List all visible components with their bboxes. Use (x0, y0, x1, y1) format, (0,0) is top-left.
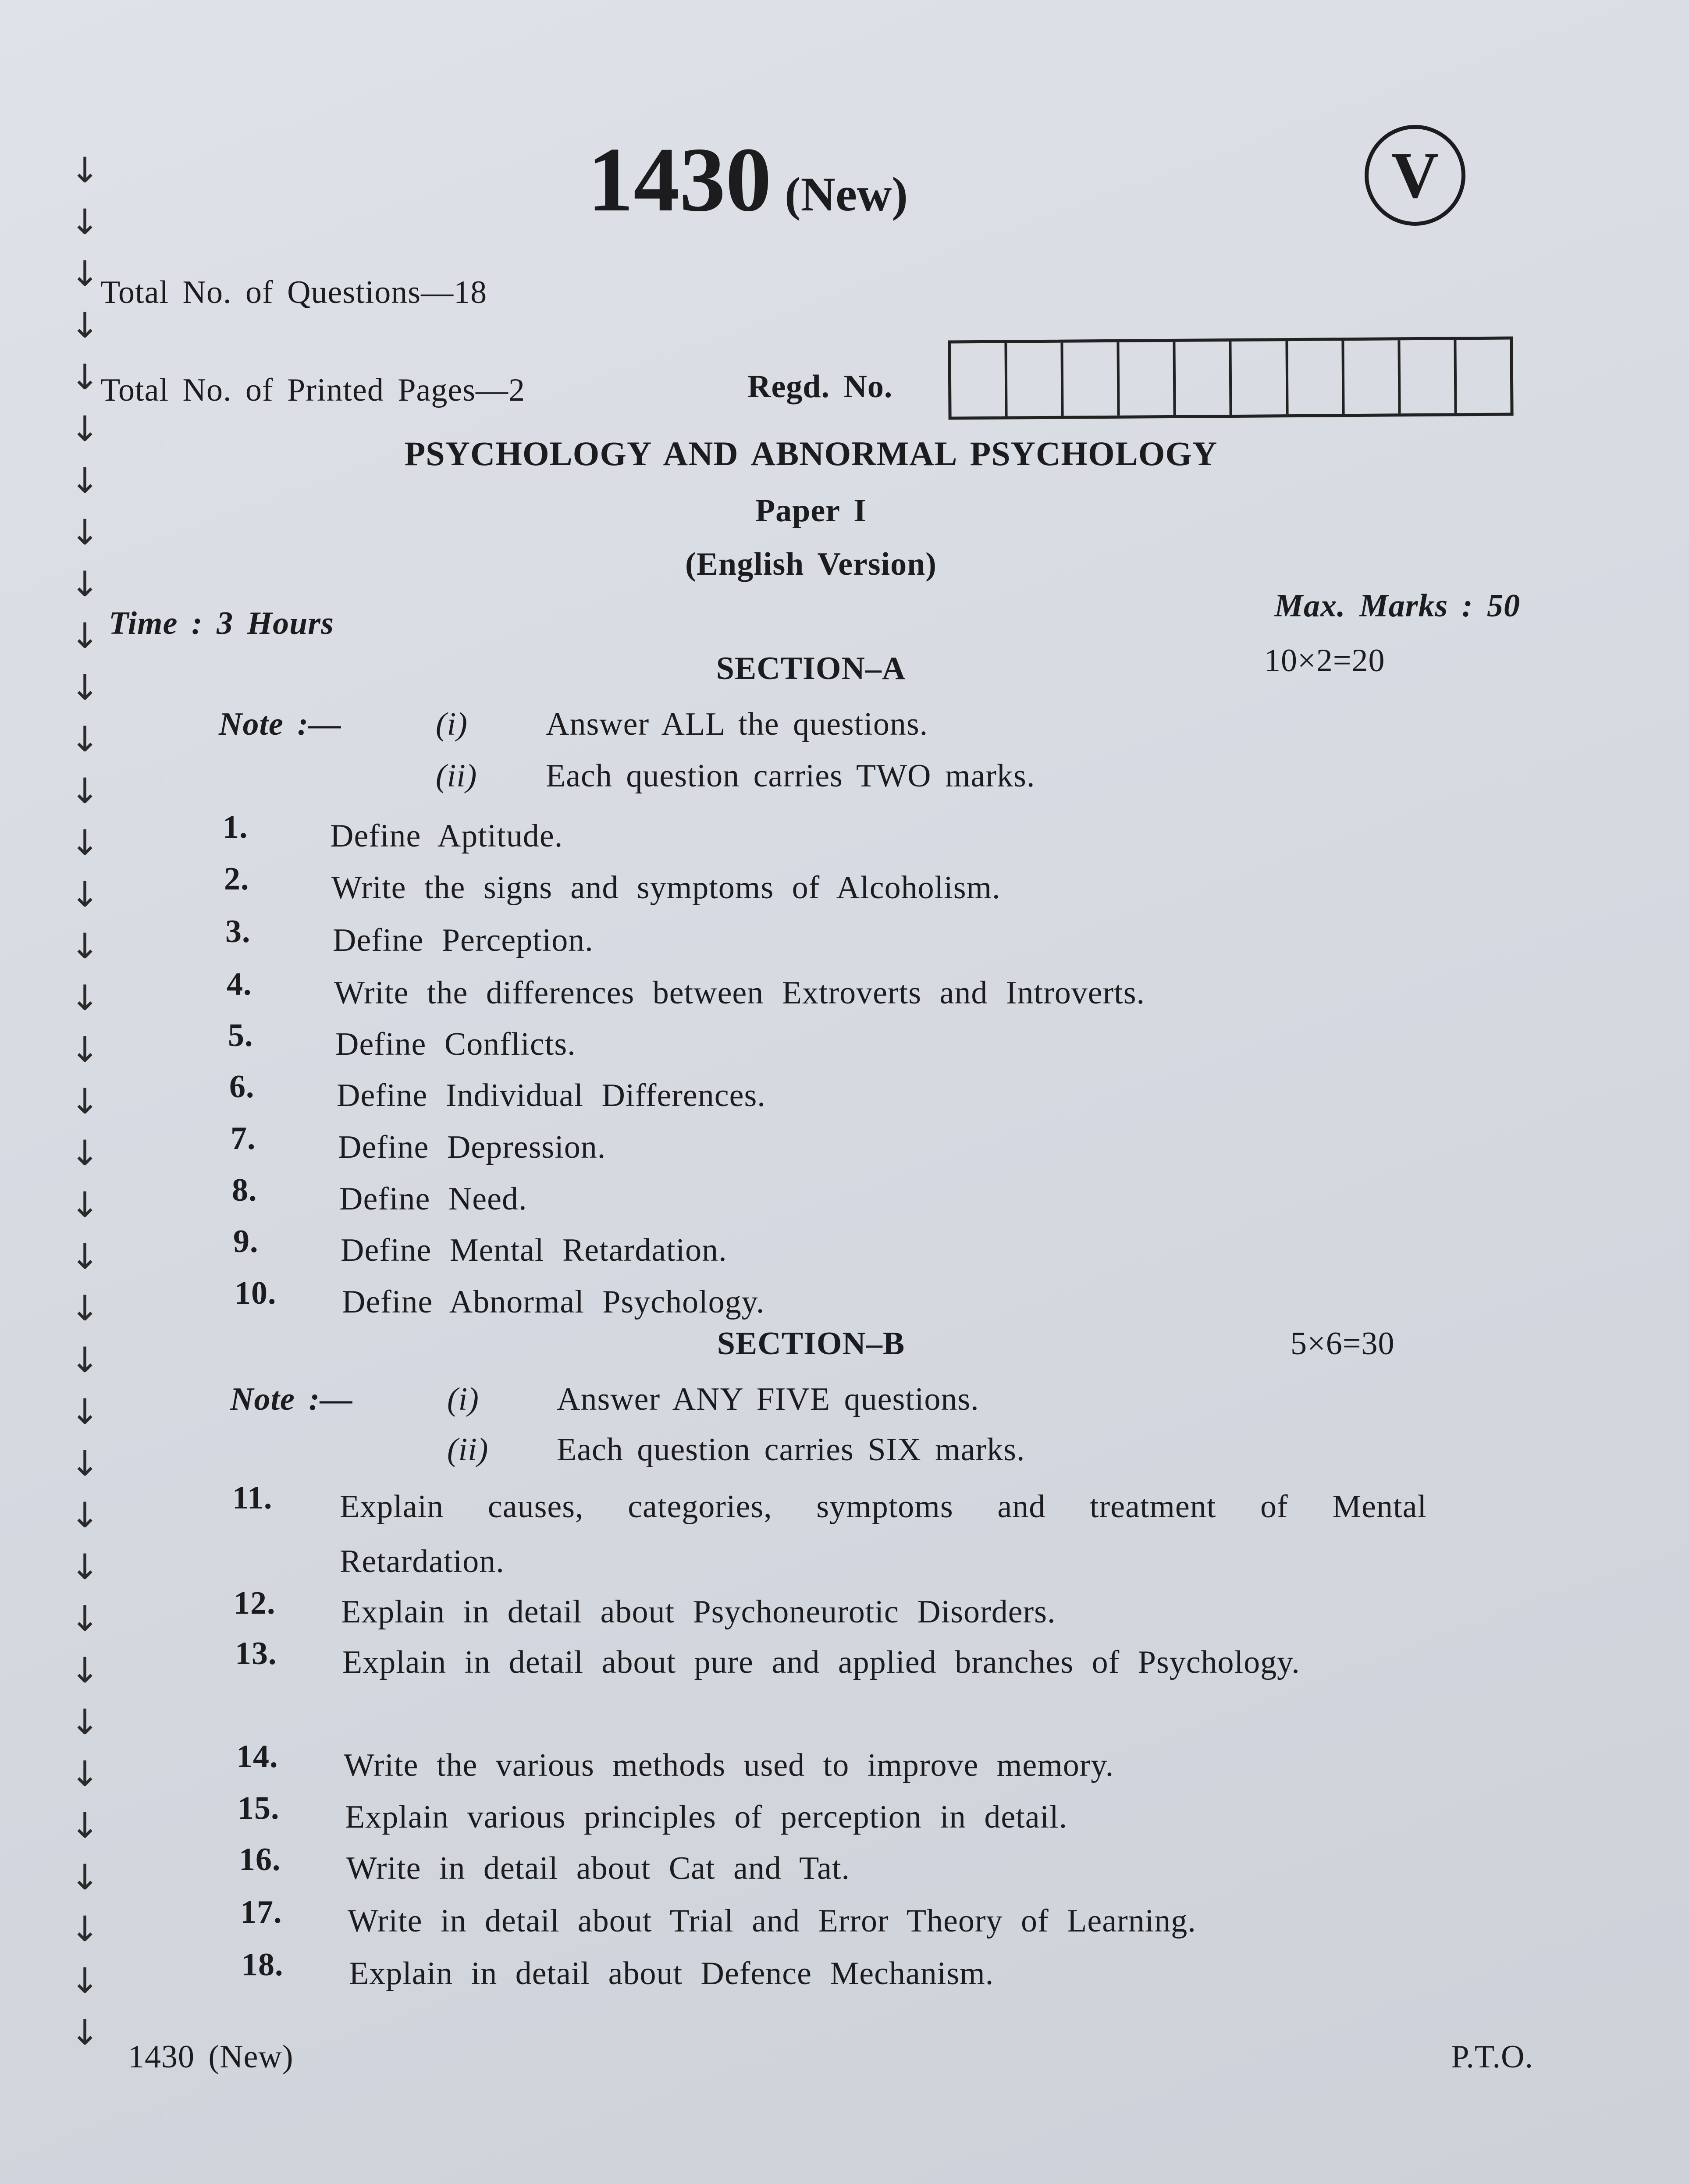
margin-arrow-icon: ↓ (70, 1236, 100, 1277)
max-marks: Max. Marks : 50 (1274, 588, 1520, 624)
question-text: Write the signs and symptoms of Alcoholism. (331, 870, 1001, 906)
regd-box[interactable] (1120, 342, 1176, 416)
margin-arrow-icon: ↓ (70, 150, 100, 191)
margin-arrow-icon: ↓ (70, 1391, 100, 1432)
section-a-marks: 10×2=20 (1264, 643, 1385, 679)
question-text: Define Mental Retardation. (341, 1232, 727, 1268)
question-text: Define Depression. (338, 1129, 606, 1165)
question-number: 17. (240, 1894, 282, 1930)
question-number: 7. (231, 1120, 256, 1156)
question-number: 13. (235, 1636, 277, 1672)
question-text: Define Abnormal Psychology. (342, 1284, 765, 1320)
margin-arrow-icon: ↓ (70, 1805, 100, 1846)
margin-arrow-icon: ↓ (70, 1598, 100, 1639)
question-text: Write the differences between Extroverts and Introverts. (334, 975, 1145, 1011)
margin-arrow-icon: ↓ (70, 771, 100, 811)
paper-code-suffix: (New) (785, 167, 908, 221)
question-number: 5. (228, 1017, 253, 1053)
note-text: Answer ALL the questions. (546, 706, 928, 742)
section-b-note-label: Note :— (230, 1381, 353, 1417)
question-number: 8. (232, 1172, 257, 1208)
margin-arrow-icon: ↓ (70, 1288, 100, 1329)
exam-time: Time : 3 Hours (109, 605, 334, 641)
question-text: Explain causes, categories, symptoms and treatment of Mental Retardation. (340, 1489, 1427, 1579)
regd-box[interactable] (1063, 342, 1120, 416)
note-num: (ii) (447, 1432, 489, 1468)
regd-box[interactable] (1232, 341, 1288, 415)
margin-arrow-icon: ↓ (70, 1547, 100, 1587)
margin-arrow-icon: ↓ (70, 1184, 100, 1225)
question-text: Write in detail about Trial and Error Theory of Learning. (348, 1903, 1196, 1939)
version-mark-letter: V (1391, 139, 1439, 212)
note-text: Each question carries SIX marks. (557, 1432, 1025, 1468)
section-b-title: SECTION–B (717, 1326, 905, 1362)
question-text: Define Conflicts. (335, 1026, 576, 1062)
regd-box[interactable] (1288, 341, 1344, 414)
regd-box[interactable] (1344, 340, 1401, 414)
question-text: Explain in detail about Psychoneurotic Disorders. (341, 1594, 1056, 1630)
total-pages: Total No. of Printed Pages—2 (100, 372, 525, 408)
regd-box[interactable] (1176, 341, 1232, 415)
margin-arrow-icon: ↓ (70, 1081, 100, 1122)
question-text: Explain in detail about pure and applied branches of Psychology. (342, 1644, 1300, 1680)
regd-no-label: Regd. No. (747, 369, 893, 405)
margin-arrow-icon: ↓ (70, 1133, 100, 1174)
margin-arrow-icon: ↓ (70, 719, 100, 760)
margin-arrow-icon: ↓ (70, 1650, 100, 1691)
margin-arrow-icon: ↓ (70, 1960, 100, 2001)
note-text: Answer ANY FIVE questions. (557, 1381, 979, 1417)
footer-pto: P.T.O. (1451, 2039, 1533, 2075)
margin-arrow-icon: ↓ (70, 512, 100, 553)
question-number: 1. (223, 809, 248, 845)
margin-arrow-icon: ↓ (70, 305, 100, 346)
note-num: (ii) (436, 758, 477, 794)
margin-arrow-icon: ↓ (70, 409, 100, 449)
version-mark-circle (1365, 125, 1465, 226)
margin-arrow-icon: ↓ (70, 1029, 100, 1070)
note-text: Each question carries TWO marks. (546, 758, 1035, 794)
margin-arrow-icon: ↓ (70, 1340, 100, 1380)
margin-arrow-icon: ↓ (70, 357, 100, 398)
regd-box[interactable] (1007, 343, 1064, 416)
margin-arrow-icon: ↓ (70, 2012, 100, 2053)
margin-arrow-icon: ↓ (70, 822, 100, 863)
margin-arrow-icon: ↓ (70, 564, 100, 605)
margin-arrow-icon: ↓ (70, 1495, 100, 1536)
subject-title: PSYCHOLOGY AND ABNORMAL PSYCHOLOGY (404, 434, 1218, 473)
question-number: 16. (239, 1842, 281, 1878)
question-number: 10. (235, 1275, 277, 1311)
regd-box[interactable] (951, 343, 1007, 417)
question-number: 6. (229, 1069, 255, 1105)
section-a-title: SECTION–A (716, 651, 906, 687)
question-text: Define Individual Differences. (337, 1078, 766, 1113)
paper-number: Paper I (755, 493, 867, 529)
question-number: 18. (242, 1947, 284, 1983)
question-number: 3. (225, 914, 251, 950)
margin-arrow-icon: ↓ (70, 253, 100, 294)
question-number: 2. (224, 861, 249, 897)
section-a-note-label: Note :— (219, 706, 341, 742)
margin-arrow-icon: ↓ (70, 874, 100, 915)
question-text: Write the various methods used to improve memory. (344, 1747, 1114, 1783)
question-text: Explain in detail about Defence Mechanism. (349, 1956, 994, 1992)
margin-arrow-icon: ↓ (70, 460, 100, 501)
total-questions: Total No. of Questions—18 (100, 274, 487, 310)
margin-arrow-icon: ↓ (70, 1443, 100, 1484)
footer-code: 1430 (New) (128, 2039, 294, 2075)
margin-arrows (70, 145, 105, 2059)
margin-arrow-icon: ↓ (70, 667, 100, 708)
margin-arrow-icon: ↓ (70, 978, 100, 1018)
section-b-marks: 5×6=30 (1291, 1326, 1395, 1362)
margin-arrow-icon: ↓ (70, 615, 100, 656)
note-num: (i) (436, 706, 468, 742)
margin-arrow-icon: ↓ (70, 202, 100, 242)
margin-arrow-icon: ↓ (70, 1702, 100, 1743)
margin-arrow-icon: ↓ (70, 926, 100, 967)
question-number: 15. (238, 1790, 280, 1826)
language-version: (English Version) (685, 546, 937, 582)
question-number: 14. (236, 1739, 278, 1775)
question-text: Define Aptitude. (330, 818, 563, 854)
paper-code-number: 1430 (587, 129, 772, 231)
regd-box[interactable] (1400, 340, 1457, 413)
note-num: (i) (447, 1381, 479, 1417)
regd-box[interactable] (1456, 340, 1510, 413)
margin-arrow-icon: ↓ (70, 1754, 100, 1794)
question-text: Define Perception. (333, 922, 594, 958)
paper-code (587, 127, 908, 233)
question-number: 9. (233, 1224, 259, 1259)
question-number: 4. (227, 966, 252, 1002)
question-text: Write in detail about Cat and Tat. (346, 1850, 850, 1886)
margin-arrow-icon: ↓ (70, 1909, 100, 1949)
regd-no-boxes[interactable] (948, 337, 1513, 420)
question-text: Define Need. (339, 1181, 527, 1217)
question-text: Explain various principles of perception in detail. (345, 1799, 1068, 1835)
question-number: 12. (234, 1585, 276, 1621)
question-number: 11. (232, 1480, 273, 1516)
margin-arrow-icon: ↓ (70, 1857, 100, 1898)
